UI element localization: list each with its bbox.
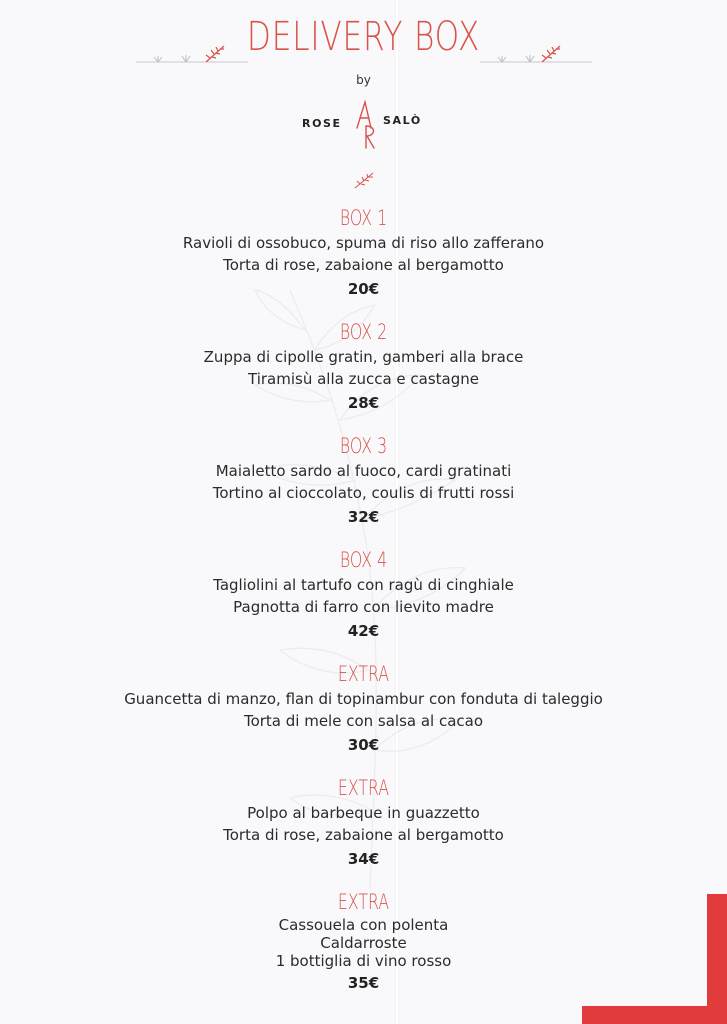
- dish-line: Cassouela con polenta: [278, 916, 449, 934]
- dish-line: Maialetto sardo al fuoco, cardi gratinati: [215, 462, 512, 480]
- ar-monogram-logo-icon: [352, 100, 382, 150]
- box-price: 42€: [347, 622, 380, 640]
- dish-line: Torta di mele con salsa al cacao: [243, 712, 484, 730]
- dish-line: Zuppa di cipolle gratin, gamberi alla brace: [203, 348, 524, 366]
- box-price: 20€: [347, 280, 380, 298]
- by-label: by: [356, 73, 371, 87]
- menu-list: [0, 204, 727, 995]
- dish-line: Pagnotta di farro con lievito madre: [233, 598, 494, 616]
- dish-line: Tagliolini al tartufo con ragù di cinghiale: [213, 576, 514, 594]
- brand-logo-block: [0, 100, 727, 152]
- branch-divider-right-icon: [480, 40, 592, 70]
- menu-box: [0, 546, 727, 643]
- box-title: EXTRA: [337, 890, 390, 914]
- dish-line: Polpo al barbeque in guazzetto: [247, 804, 480, 822]
- brand-name-right: SALÒ: [383, 114, 422, 127]
- menu-box: [0, 432, 727, 529]
- box-title: BOX 3: [339, 434, 388, 458]
- menu-box: [0, 318, 727, 415]
- page-title: DELIVERY BOX: [246, 14, 481, 60]
- box-title: BOX 2: [339, 320, 388, 344]
- box-price: 35€: [347, 974, 380, 992]
- dish-line: Tiramisù alla zucca e castagne: [248, 370, 479, 388]
- menu-box-extra: [0, 774, 727, 871]
- corner-accent-decoration: [582, 894, 727, 1024]
- box-price: 32€: [347, 508, 380, 526]
- dish-line: Ravioli di ossobuco, spuma di riso allo zafferano: [182, 234, 545, 252]
- sprig-icon: [352, 170, 376, 190]
- dish-line: Torta di rose, zabaione al bergamotto: [223, 826, 504, 844]
- dish-line: Guancetta di manzo, flan di topinambur con fonduta di taleggio: [124, 690, 603, 708]
- box-title: EXTRA: [337, 776, 390, 800]
- box-price: 30€: [347, 736, 380, 754]
- dish-line: Torta di rose, zabaione al bergamotto: [223, 256, 504, 274]
- dish-line: Tortino al cioccolato, coulis di frutti rossi: [212, 484, 515, 502]
- box-price: 34€: [347, 850, 380, 868]
- menu-box-extra: [0, 660, 727, 757]
- box-title: BOX 4: [339, 548, 388, 572]
- dish-line: Caldarroste: [320, 934, 407, 952]
- box-title: BOX 1: [339, 206, 388, 230]
- dish-line: 1 bottiglia di vino rosso: [275, 952, 452, 970]
- brand-name-left: ROSE: [302, 117, 342, 130]
- box-title: EXTRA: [337, 662, 390, 686]
- box-price: 28€: [347, 394, 380, 412]
- menu-box: [0, 204, 727, 301]
